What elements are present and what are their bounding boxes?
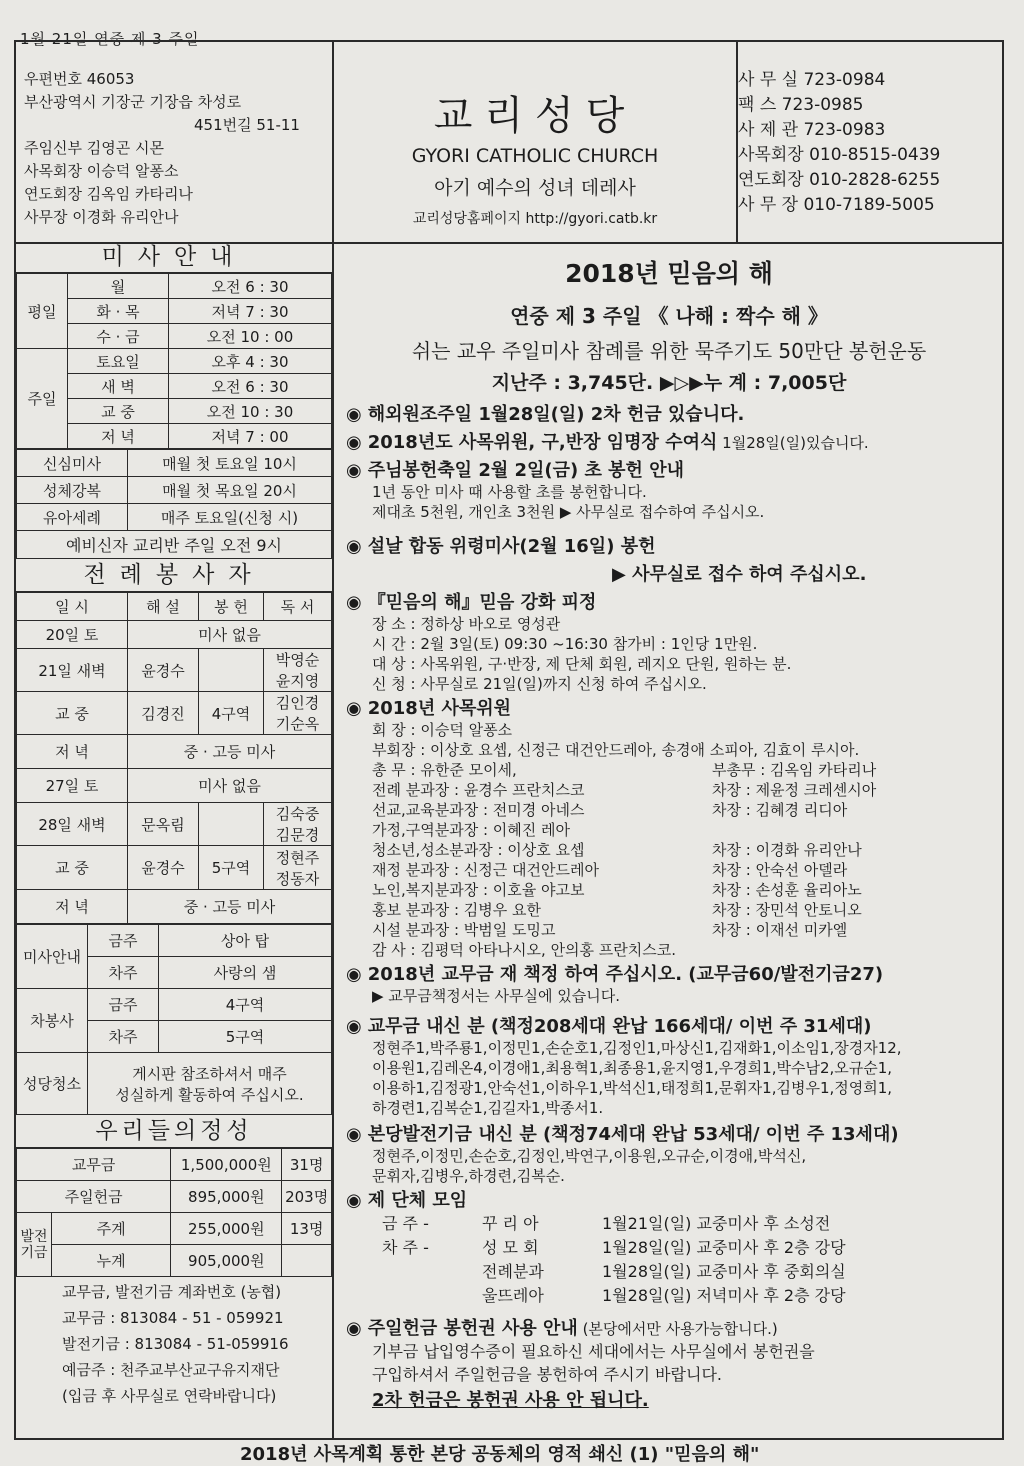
liturgy-note: 중 · 고등 미사 xyxy=(128,890,332,924)
mass-time: 오전 10 : 30 xyxy=(169,399,332,424)
readers xyxy=(264,692,332,735)
meeting-week xyxy=(382,1284,482,1308)
week-label: 차주 xyxy=(88,1021,159,1053)
account-line: 교무금, 발전기금 계좌번호 (농협) xyxy=(62,1283,282,1301)
council-member: 전례 분과장 : 윤경수 프란치스코 xyxy=(372,781,585,799)
mass-day: 토요일 xyxy=(68,349,169,374)
notice-detail: (본당에서만 사용가능합니다.) xyxy=(577,1320,778,1338)
reader: 정동자 xyxy=(275,869,320,888)
cleaning-label: 성당청소 xyxy=(17,1053,88,1115)
liturgy-header: 일 시 xyxy=(17,593,128,621)
account-info xyxy=(16,1277,332,1409)
reader: 김문경 xyxy=(275,826,320,844)
sunday-label: 주일 xyxy=(17,349,68,449)
notice-line: 신 청 : 사무실로 21일(일)까지 신청 하여 주십시오. xyxy=(372,675,707,693)
church-title xyxy=(334,42,736,242)
right-column xyxy=(336,242,1002,1438)
dev-fund-label: 발전기금 xyxy=(17,1213,52,1277)
contact-line: 연도회장 010-2828-6255 xyxy=(738,170,941,190)
special-label: 신심미사 xyxy=(17,450,128,477)
council-member: 노인,복지분과장 : 이호율 야고보 xyxy=(372,881,585,899)
bullet-icon: ◉ xyxy=(346,432,362,453)
meeting-time: 1월28일(일) 교중미사 후 2층 강당 xyxy=(602,1238,846,1257)
guide-group: 상아 탑 xyxy=(159,925,332,957)
offering-count xyxy=(282,1245,332,1277)
council-deputy: 차장 : 손성훈 율리아노 xyxy=(712,881,862,899)
mass-title: 미사안내 xyxy=(16,242,332,273)
account-line: 예금주 : 천주교부산교구유지재단 xyxy=(62,1361,280,1379)
liturgy-header: 독 서 xyxy=(264,593,332,621)
council-member: 재정 분과장 : 신정근 대건안드레아 xyxy=(372,861,599,879)
notice-line: 정현주1,박주룡1,이정민1,손순호1,김정인1,마상신1,김재화1,이소임1,장경자12, xyxy=(372,1039,902,1057)
offering-label: 주일헌금 xyxy=(17,1181,171,1213)
notice-offering-voucher xyxy=(346,1314,996,1412)
notice-line: 구입하셔서 주일헌금을 봉헌하여 주시기 바랍니다. xyxy=(372,1365,723,1384)
week-label: 금주 xyxy=(88,989,159,1021)
liturgy-title: 전례봉사자 xyxy=(16,559,332,592)
offertory: 5구역 xyxy=(199,846,264,890)
council-member: 부회장 : 이상호 요셉, 신정근 대건안드레아, 송경애 소피아, 김효이 루시아. xyxy=(372,741,860,759)
bullet-icon: ◉ xyxy=(346,964,362,985)
offering-count: 13명 xyxy=(282,1213,332,1245)
meeting-group: 울뜨레아 xyxy=(482,1286,544,1305)
notice-heading: 본당발전기금 내신 분 (책정74세대 완납 53세대/ 이번 주 13세대) xyxy=(367,1124,899,1145)
contact-line: 팩 스 723-0985 xyxy=(738,95,864,115)
council-member: 청소년,성소분과장 : 이상호 요셉 xyxy=(372,841,585,859)
offering-label: 누계 xyxy=(52,1245,171,1277)
contact-line: 사 무 장 010-7189-5005 xyxy=(738,195,935,215)
notice-warning: 2차 헌금은 봉헌권 사용 안 됩니다. xyxy=(372,1390,649,1411)
offering-amount: 895,000원 xyxy=(171,1181,282,1213)
account-line: 교무금 : 813084 - 51 - 059921 xyxy=(62,1309,284,1327)
rosary-campaign: 쉬는 교우 주일미사 참례를 위한 묵주기도 50만단 봉헌운동 xyxy=(411,339,927,363)
bullet-icon: ◉ xyxy=(346,404,362,425)
cleaning-line: 성실하게 활동하여 주십시오. xyxy=(115,1085,304,1104)
bullet-icon: ◉ xyxy=(346,698,362,719)
address-line: 연도회장 김옥임 카타리나 xyxy=(24,185,193,203)
liturgy-header: 해 설 xyxy=(128,593,199,621)
council-member: 홍보 분과장 : 김병우 요한 xyxy=(372,901,542,919)
notice-detail: 1월28일(일)있습니다. xyxy=(717,434,869,452)
bullet-icon: ◉ xyxy=(346,1124,362,1145)
liturgy-date: 교 중 xyxy=(17,692,128,735)
homepage-link[interactable]: 교리성당홈페이지 http://gyori.catb.kr xyxy=(412,211,658,227)
council-deputy: 차장 : 이경화 유리안나 xyxy=(712,841,862,859)
council-member: 회 장 : 이승덕 알퐁소 xyxy=(372,721,513,739)
notice-line: 문휘자,김병우,하경련,김복순. xyxy=(372,1167,565,1185)
guide-group: 사랑의 샘 xyxy=(159,957,332,989)
offertory xyxy=(199,803,264,846)
bullet-icon: ◉ xyxy=(346,460,362,481)
cleaning-text xyxy=(88,1053,332,1115)
notice-group-meetings xyxy=(346,1186,996,1308)
council-member: 선교,교육분과장 : 전미경 아네스 xyxy=(372,801,585,819)
church-patron: 아기 예수의 성녀 데레사 xyxy=(434,177,636,199)
bullet-icon: ◉ xyxy=(346,536,362,557)
council-deputy: 차장 : 김혜경 리디아 xyxy=(712,801,848,819)
meeting-week xyxy=(382,1260,482,1284)
notice-line: 기부금 납입영수증이 필요하신 세대에서는 사무실에서 봉헌권을 xyxy=(372,1342,815,1361)
contact-block xyxy=(738,68,998,218)
reader: 정현주 xyxy=(275,848,320,867)
special-value: 매주 토요일(신청 시) xyxy=(128,504,332,531)
meeting-time: 1월28일(일) 저녁미사 후 2층 강당 xyxy=(602,1286,846,1305)
mass-time: 오전 6 : 30 xyxy=(169,374,332,399)
offering-title: 우리들의정성 xyxy=(16,1115,332,1148)
address-line: 사목회장 이승덕 알퐁소 xyxy=(24,162,179,180)
notice-line: 정현주,이정민,손순호,김정인,박연구,이용원,오규순,이경애,박석신, xyxy=(372,1147,807,1165)
notice-council xyxy=(346,694,996,960)
bullet-icon: ◉ xyxy=(346,1318,362,1339)
church-logo xyxy=(334,84,736,141)
reader: 김인경 xyxy=(275,694,320,712)
liturgy-note: 미사 없음 xyxy=(128,769,332,803)
reader: 박영순 xyxy=(275,651,320,669)
special-label: 유아세례 xyxy=(17,504,128,531)
notice-heading: 주님봉헌축일 2월 2일(금) 초 봉헌 안내 xyxy=(367,460,684,481)
tea-group: 4구역 xyxy=(159,989,332,1021)
council-deputy: 부총무 : 김옥임 카타리나 xyxy=(712,761,877,779)
notice-heading: 교무금 내신 분 (책정208세대 완납 166세대/ 이번 주 31세대) xyxy=(367,1016,872,1037)
reader: 김숙중 xyxy=(275,805,320,823)
notice-heading: 2018년도 사목위원, 구,반장 임명장 수여식 xyxy=(367,432,718,453)
mass-day: 화 · 목 xyxy=(68,299,169,324)
council-deputy: 차장 : 안숙선 아델라 xyxy=(712,861,848,879)
notice-heading: 주일헌금 봉헌권 사용 안내 xyxy=(367,1318,578,1339)
tea-service-label: 차봉사 xyxy=(17,989,88,1053)
offering-amount: 905,000원 xyxy=(171,1245,282,1277)
address-line: 사무장 이경화 유리안나 xyxy=(24,208,179,226)
readers xyxy=(264,649,332,692)
readers xyxy=(264,846,332,890)
liturgy-table xyxy=(16,592,332,924)
offertory xyxy=(199,649,264,692)
mass-time: 오전 6 : 30 xyxy=(169,274,332,299)
liturgy-date: 저 녁 xyxy=(17,890,128,924)
council-member: 시설 분과장 : 박범일 도밍고 xyxy=(372,921,556,939)
notice-tithe-reassess xyxy=(346,960,996,1006)
special-mass-table xyxy=(16,449,332,559)
address-line: 451번길 51-11 xyxy=(194,116,300,134)
mass-time: 저녁 7 : 30 xyxy=(169,299,332,324)
notice-heading: 『믿음의 해』믿음 강화 피정 xyxy=(367,592,597,613)
mass-time: 오전 10 : 00 xyxy=(169,324,332,349)
liturgy-date: 27일 토 xyxy=(17,769,128,803)
council-deputy: 차장 : 이재선 미카엘 xyxy=(712,921,848,939)
notice-heading: 2018년 사목위원 xyxy=(367,698,512,719)
notice-dev-fund xyxy=(346,1120,996,1186)
footer-cut-text: 2018년 사목계획 통한 본당 공동체의 영적 쇄신 (1) "믿음의 해" xyxy=(240,1444,760,1465)
account-line: (입금 후 사무실로 연락바랍니다) xyxy=(62,1387,277,1405)
bulletin-frame xyxy=(14,40,1004,1440)
offering-table xyxy=(16,1148,332,1277)
contact-line: 사 무 실 723-0984 xyxy=(738,70,886,90)
account-line: 발전기금 : 813084 - 51-059916 xyxy=(62,1335,289,1353)
notice-line: 제대초 5천원, 개인초 3천원 ▶ 사무실로 접수하여 주십시오. xyxy=(372,503,765,521)
mass-guide-label: 미사안내 xyxy=(17,925,88,989)
readers xyxy=(264,803,332,846)
commentator: 윤경수 xyxy=(128,846,199,890)
council-member: 가정,구역분과장 : 이혜진 레아 xyxy=(372,821,571,839)
notice-tithe-payers xyxy=(346,1012,996,1118)
special-value: 매월 첫 목요일 20시 xyxy=(128,477,332,504)
address-line: 우편번호 46053 xyxy=(24,70,135,88)
notice-line: 하경련1,김복순1,김길자1,박종서1. xyxy=(372,1099,604,1117)
header xyxy=(16,42,1002,244)
notice-candle xyxy=(346,456,996,522)
meeting-week: 차 주 - xyxy=(382,1238,429,1257)
meeting-week: 금 주 - xyxy=(382,1214,429,1233)
council-member: 총 무 : 유한준 모이세, xyxy=(372,761,517,779)
week-label: 차주 xyxy=(88,957,159,989)
notice-memorial-mass xyxy=(346,532,996,586)
council-deputy: 차장 : 제윤정 크레센시아 xyxy=(712,781,877,799)
mass-day: 수 · 금 xyxy=(68,324,169,349)
church-name: 교리성당 xyxy=(433,93,637,139)
bullet-icon: ◉ xyxy=(346,592,362,613)
mass-day: 새 벽 xyxy=(68,374,169,399)
date-line: 1월 21일 연중 제 3 주일 xyxy=(20,30,200,48)
notice-line: 1년 동안 미사 때 사용할 초를 봉헌합니다. xyxy=(372,483,647,501)
notice-heading: 해외원조주일 1월28일(일) 2차 헌금 있습니다. xyxy=(367,404,745,425)
special-label: 성체강복 xyxy=(17,477,128,504)
notice-heading: 2018년 교무금 재 책정 하여 주십시오. (교무금60/발전기금27) xyxy=(367,964,884,985)
special-value: 매월 첫 토요일 10시 xyxy=(128,450,332,477)
notice-line: ▶ 사무실로 접수 하여 주십시오. xyxy=(612,564,867,585)
week-label: 금주 xyxy=(88,925,159,957)
church-english: GYORI CATHOLIC CHURCH xyxy=(411,145,659,167)
weekday-label: 평일 xyxy=(17,274,68,349)
notice-line: 이용하1,김정광1,안숙선1,이하우1,박석신1,태정희1,문휘자1,김병우1,정영희1, xyxy=(372,1079,893,1097)
liturgical-week: 연중 제 3 주일 《 나해 : 짝수 해 》 xyxy=(510,304,828,328)
liturgy-header: 봉 헌 xyxy=(199,593,264,621)
notice-line: 대 상 : 사목위원, 구·반장, 제 단체 회원, 레지오 단원, 원하는 분. xyxy=(372,655,792,673)
notice-line: 시 간 : 2월 3일(토) 09:30 ~16:30 참가비 : 1인당 1만원. xyxy=(372,635,758,653)
mass-day: 교 중 xyxy=(68,399,169,424)
cleaning-line: 게시판 참조하셔서 매주 xyxy=(132,1064,287,1083)
address-line: 부산광역시 기장군 기장읍 차성로 xyxy=(24,93,242,111)
meeting-group: 성 모 회 xyxy=(482,1238,539,1257)
notice-line: ▶ 교무금책정서는 사무실에 있습니다. xyxy=(372,987,620,1005)
main-title: 2018년 믿음의 해 xyxy=(565,259,773,288)
bullet-icon: ◉ xyxy=(346,1016,362,1037)
offering-count: 203명 xyxy=(282,1181,332,1213)
offertory: 4구역 xyxy=(199,692,264,735)
rosary-stat: 지난주 : 3,745단. ▶▷▶누 계 : 7,005단 xyxy=(491,372,847,394)
notice-appointment xyxy=(346,428,996,454)
mass-day: 월 xyxy=(68,274,169,299)
reader: 윤지영 xyxy=(275,672,320,690)
liturgy-date: 28일 새벽 xyxy=(17,803,128,846)
tea-group: 5구역 xyxy=(159,1021,332,1053)
left-column xyxy=(16,242,332,1438)
commentator: 윤경수 xyxy=(128,649,199,692)
bullet-icon: ◉ xyxy=(346,1190,362,1211)
notice-line: 장 소 : 정하상 바오로 영성관 xyxy=(372,615,561,633)
service-table xyxy=(16,924,332,1115)
address-line: 주임신부 김영곤 시몬 xyxy=(24,139,164,157)
offering-count: 31명 xyxy=(282,1149,332,1181)
liturgy-date: 교 중 xyxy=(17,846,128,890)
notice-overseas-aid xyxy=(346,400,996,426)
mass-table xyxy=(16,273,332,449)
mass-time: 오후 4 : 30 xyxy=(169,349,332,374)
mass-day: 저 녁 xyxy=(68,424,169,449)
commentator: 문옥림 xyxy=(128,803,199,846)
commentator: 김경진 xyxy=(128,692,199,735)
liturgy-date: 21일 새벽 xyxy=(17,649,128,692)
meeting-group: 꾸 리 아 xyxy=(482,1214,539,1233)
offering-amount: 1,500,000원 xyxy=(171,1149,282,1181)
liturgy-date: 저 녁 xyxy=(17,735,128,769)
offering-label: 주계 xyxy=(52,1213,171,1245)
contact-line: 사목회장 010-8515-0439 xyxy=(738,145,941,165)
contact-line: 사 제 관 723-0983 xyxy=(738,120,886,140)
address-block xyxy=(24,68,334,229)
mass-time: 저녁 7 : 00 xyxy=(169,424,332,449)
reader: 기순옥 xyxy=(275,715,320,733)
notice-retreat xyxy=(346,588,996,694)
liturgy-note: 중 · 고등 미사 xyxy=(128,735,332,769)
notice-heading: 제 단체 모임 xyxy=(367,1190,468,1211)
offering-label: 교무금 xyxy=(17,1149,171,1181)
meeting-group: 전례분과 xyxy=(482,1262,544,1281)
meeting-time: 1월28일(일) 교중미사 후 중회의실 xyxy=(602,1262,846,1281)
notice-line: 이용원1,김레온4,이경애1,최용혁1,최종용1,윤지영1,우경희1,박수남2,오규순1, xyxy=(372,1059,893,1077)
council-member: 감 사 : 김평덕 아타나시오, 안의홍 프란치스코. xyxy=(372,941,677,959)
liturgy-note: 미사 없음 xyxy=(128,621,332,649)
notice-heading: 설날 합동 위령미사(2월 16일) 봉헌 xyxy=(367,536,656,557)
meeting-time: 1월21일(일) 교중미사 후 소성전 xyxy=(602,1214,831,1233)
council-deputy: 차장 : 장민석 안토니오 xyxy=(712,901,862,919)
liturgy-date: 20일 토 xyxy=(17,621,128,649)
catechumen-class: 예비신자 교리반 주일 오전 9시 xyxy=(17,531,332,559)
offering-amount: 255,000원 xyxy=(171,1213,282,1245)
